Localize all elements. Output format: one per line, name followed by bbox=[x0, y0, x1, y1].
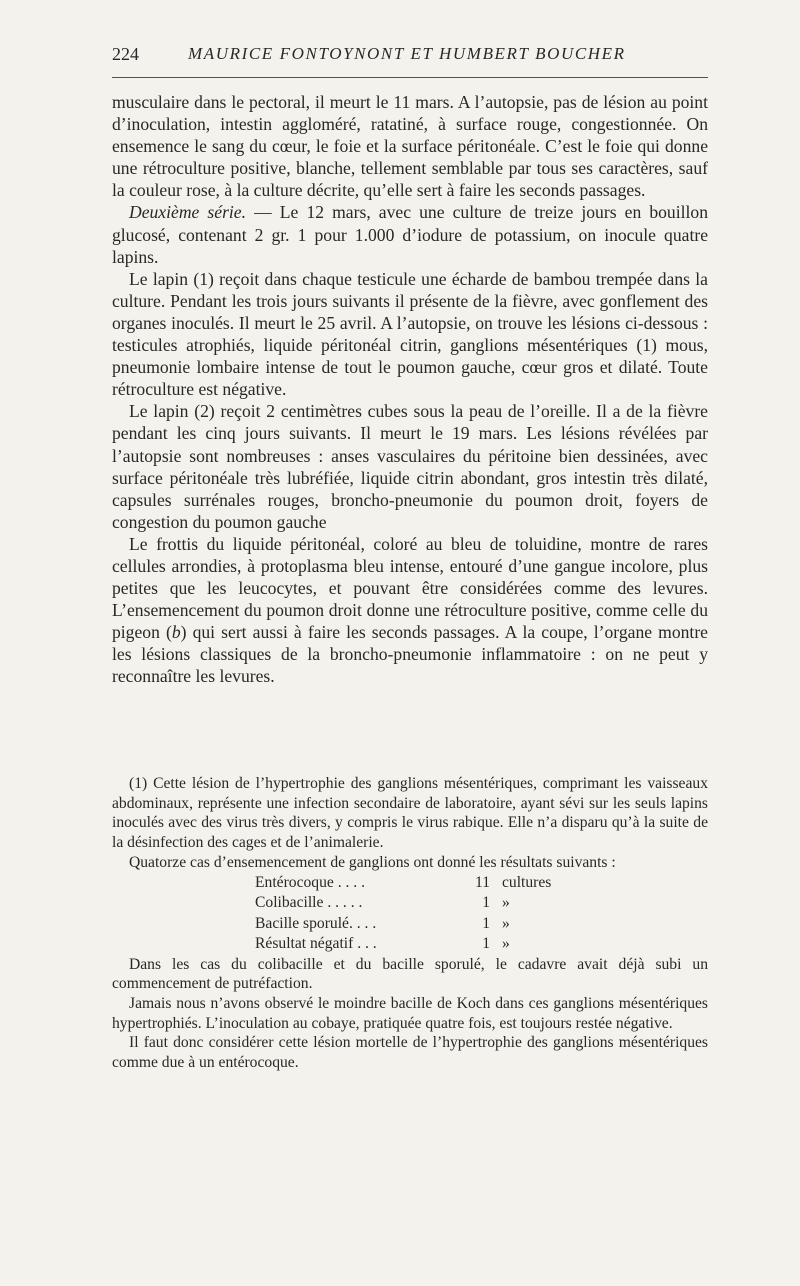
table-cell-unit: » bbox=[502, 914, 510, 932]
table-cell-unit: » bbox=[502, 894, 510, 912]
paragraph: musculaire dans le pectoral, il meurt le 11 mars. A l’autopsie, pas de lésion au point d’inoculation, intestin aggloméré, ratatiné, à surface rouge, congestionnée. On ensemence le sang du cœur, le foie et la surface péritonéale. C’est le foie qui donne une rétroculture positive, blanche, tellement semblable par tous ses caractères, sauf la couleur rose, à la culture décrite, qu’elle sert à faire les seconds passages. bbox=[112, 92, 708, 201]
footnote-paragraph: Quatorze cas d’ensemencement de ganglions ont donné les résultats suivants : bbox=[129, 853, 616, 871]
footnote-paragraph: Dans les cas du colibacille et du bacille sporulé, le cadavre avait déjà subi un commencement de putréfaction. bbox=[112, 955, 708, 993]
paragraph-text: ) qui sert aussi à faire les seconds passages. A la coupe, l’organe montre les lésions classiques de la broncho-pneumonie inflammatoire : on ne peut y reconnaître les levures. bbox=[112, 622, 708, 687]
table-cell-count: 11 bbox=[474, 873, 490, 891]
results-table bbox=[255, 873, 551, 955]
running-header bbox=[112, 38, 708, 68]
paragraph bbox=[112, 533, 708, 688]
table-cell-name: Entérocoque . . . . bbox=[255, 873, 365, 891]
table-cell-name: Résultat négatif . . . bbox=[255, 935, 377, 953]
paragraph bbox=[112, 201, 708, 267]
table-cell-name: Colibacille . . . . . bbox=[255, 894, 363, 912]
running-title: MAURICE FONTOYNONT ET HUMBERT BOUCHER bbox=[188, 44, 626, 63]
table-cell-count: 1 bbox=[482, 935, 490, 953]
table-cell-name: Bacille sporulé. . . . bbox=[255, 914, 377, 932]
table-cell-unit: cultures bbox=[502, 873, 552, 891]
table-row bbox=[255, 914, 551, 935]
paragraph-text: Le frottis du liquide péritonéal, coloré au bleu de toluidine, montre de rares cellules arrondies, à protoplasma bleu intense, entouré d’une gangue incolore, plus petites que les leucocytes, et pouvant être considérées comme des levures. L’ensemencement du poumon droit donne une rétroculture positive, comme celle du pigeon ( bbox=[112, 533, 708, 643]
italic-letter: b bbox=[171, 622, 181, 643]
footnote-paragraph: Jamais nous n’avons observé le moindre bacille de Koch dans ces ganglions mésentériques hypertrophiés. L’inoculation au cobaye, pratiquée quatre fois, est toujours restée négative. bbox=[112, 994, 708, 1032]
paragraph-text: — Le 12 mars, avec une culture de treize jours en bouillon glucosé, contenant 2 gr. 1 pour 1.000 d’iodure de potassium, on inocule quatre lapins. bbox=[112, 202, 708, 267]
table-row bbox=[255, 873, 551, 894]
table-cell-count: 1 bbox=[482, 894, 490, 912]
footnote-paragraph: Il faut donc considérer cette lésion mortelle de l’hypertrophie des ganglions mésentériques comme due à un entérocoque. bbox=[112, 1034, 708, 1072]
main-text bbox=[112, 91, 708, 688]
footnote bbox=[112, 774, 708, 1073]
table-row bbox=[255, 934, 551, 955]
paragraph: Le lapin (2) reçoit 2 centimètres cubes sous la peau de l’oreille. Il a de la fièvre pendant les cinq jours suivants. Il meurt le 19 mars. Les lésions révélées par l’autopsie sont nombreuses : anses vasculaires du péritoine bien dessinées, avec surface péritonéale très lubréfiée, liquide citrin abondant, gros intestin très dilaté, capsules surrénales rouges, broncho-pneumonie du poumon droit, foyers de congestion du poumon gauche bbox=[112, 401, 708, 532]
paragraph: Le lapin (1) reçoit dans chaque testicule une écharde de bambou trempée dans la culture. Pendant les trois jours suivants il présente de la fièvre, avec gonflement des organes inoculés. Il meurt le 25 avril. A l’autopsie, on trouve les lésions ci-dessous : testicules atrophiés, liquide péritonéal citrin, ganglions mésentériques (1) mous, pneumonie lombaire intense de tout le poumon gauche, cœur gros et dilaté. Toute rétroculture est négative. bbox=[112, 268, 708, 400]
page-number: 224 bbox=[112, 44, 139, 64]
table-row bbox=[255, 893, 551, 914]
section-heading: Deuxième série. bbox=[129, 202, 247, 223]
table-cell-count: 1 bbox=[482, 914, 490, 932]
header-rule bbox=[112, 77, 708, 78]
footnote-paragraph: (1) Cette lésion de l’hypertrophie des ganglions mésentériques, comprimant les vaisseaux abdominaux, représente une infection secondaire de laboratoire, ayant sévi sur les seuls lapins inoculés avec des virus très divers, y compris le virus rabique. Elle n’a disparu qu’à la suite de la désinfection des cages et de l’animalerie. bbox=[112, 775, 708, 852]
table-cell-unit: » bbox=[502, 935, 510, 953]
